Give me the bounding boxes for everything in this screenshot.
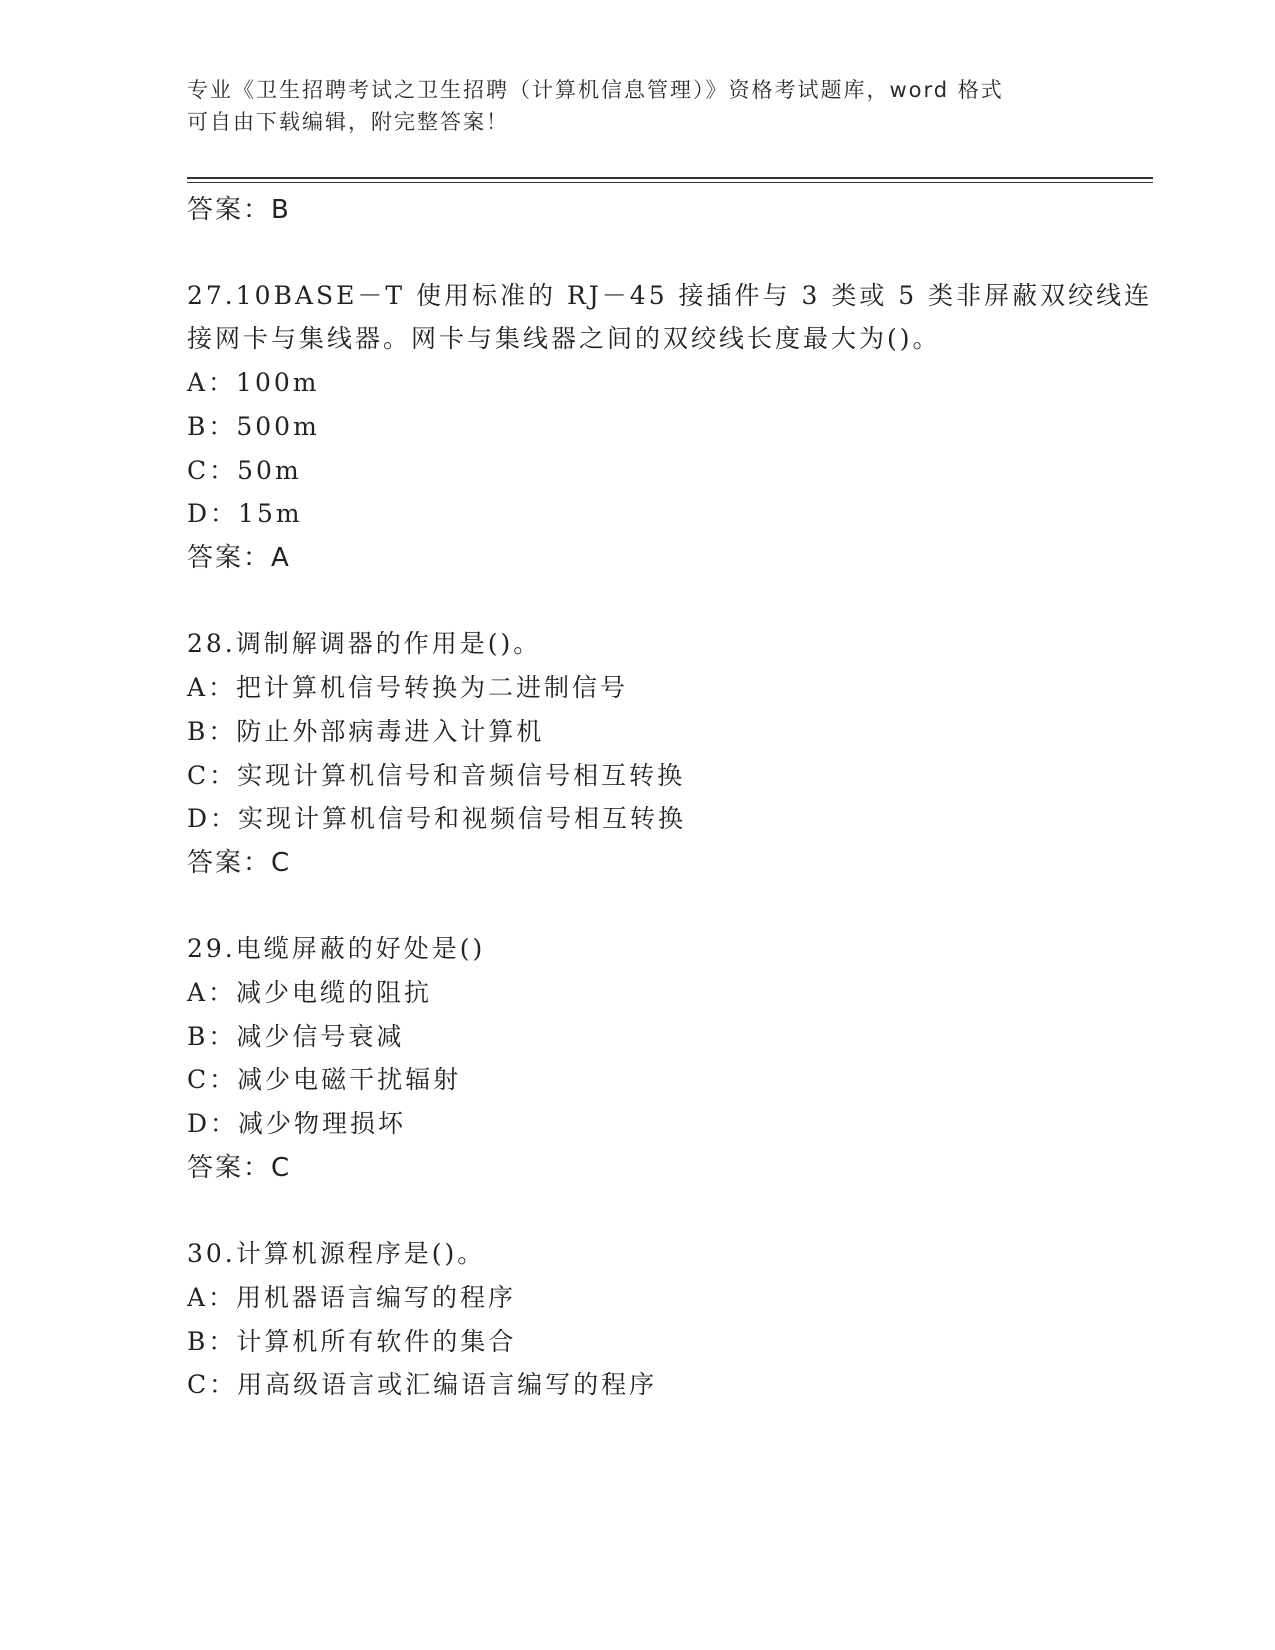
header-divider [187,177,1153,179]
question-29-option-b: B：减少信号衰减 [187,1022,405,1051]
question-28-stem: 28.调制解调器的作用是()。 [187,629,542,658]
question-29-stem: 29.电缆屏蔽的好处是() [187,934,486,963]
question-28-option-a: A：把计算机信号转换为二进制信号 [187,673,629,702]
question-28-option-d: D：实现计算机信号和视频信号相互转换 [187,804,687,833]
question-30-stem: 30.计算机源程序是()。 [187,1239,486,1268]
question-27-stem-line-2: 接网卡与集线器。网卡与集线器之间的双绞线长度最大为()。 [187,324,941,353]
question-28-answer: 答案：C [187,848,292,878]
question-30-option-a: A：用机器语言编写的程序 [187,1283,517,1312]
header-divider-thin [187,182,1153,183]
document-header [187,74,1087,138]
previous-answer: 答案：B [187,195,291,225]
question-27-option-b: B：500m [187,412,320,441]
question-29-option-c: C：减少电磁干扰辐射 [187,1065,462,1094]
question-29-answer: 答案：C [187,1153,292,1183]
header-line-2: 可自由下载编辑，附完整答案！ [187,110,509,134]
header-line-1: 专业《卫生招聘考试之卫生招聘（计算机信息管理）》资格考试题库，word 格式 [187,78,1004,102]
question-27-option-d: D：15m [187,499,303,528]
question-27-option-a: A：100m [187,368,320,397]
question-27-answer: 答案：A [187,543,291,573]
question-27-option-c: C：50m [187,456,302,485]
question-30-option-b: B：计算机所有软件的集合 [187,1327,517,1356]
question-30-option-c: C：用高级语言或汇编语言编写的程序 [187,1370,658,1399]
question-28-option-b: B：防止外部病毒进入计算机 [187,717,545,746]
question-27-stem-line-1: 27.10BASE－T 使用标准的 RJ－45 接插件与 3 类或 5 类非屏蔽双绞线连 [187,281,1153,310]
question-29-option-a: A：减少电缆的阻抗 [187,978,433,1007]
question-28-option-c: C：实现计算机信号和音频信号相互转换 [187,761,686,790]
question-29-option-d: D：减少物理损坏 [187,1109,407,1138]
